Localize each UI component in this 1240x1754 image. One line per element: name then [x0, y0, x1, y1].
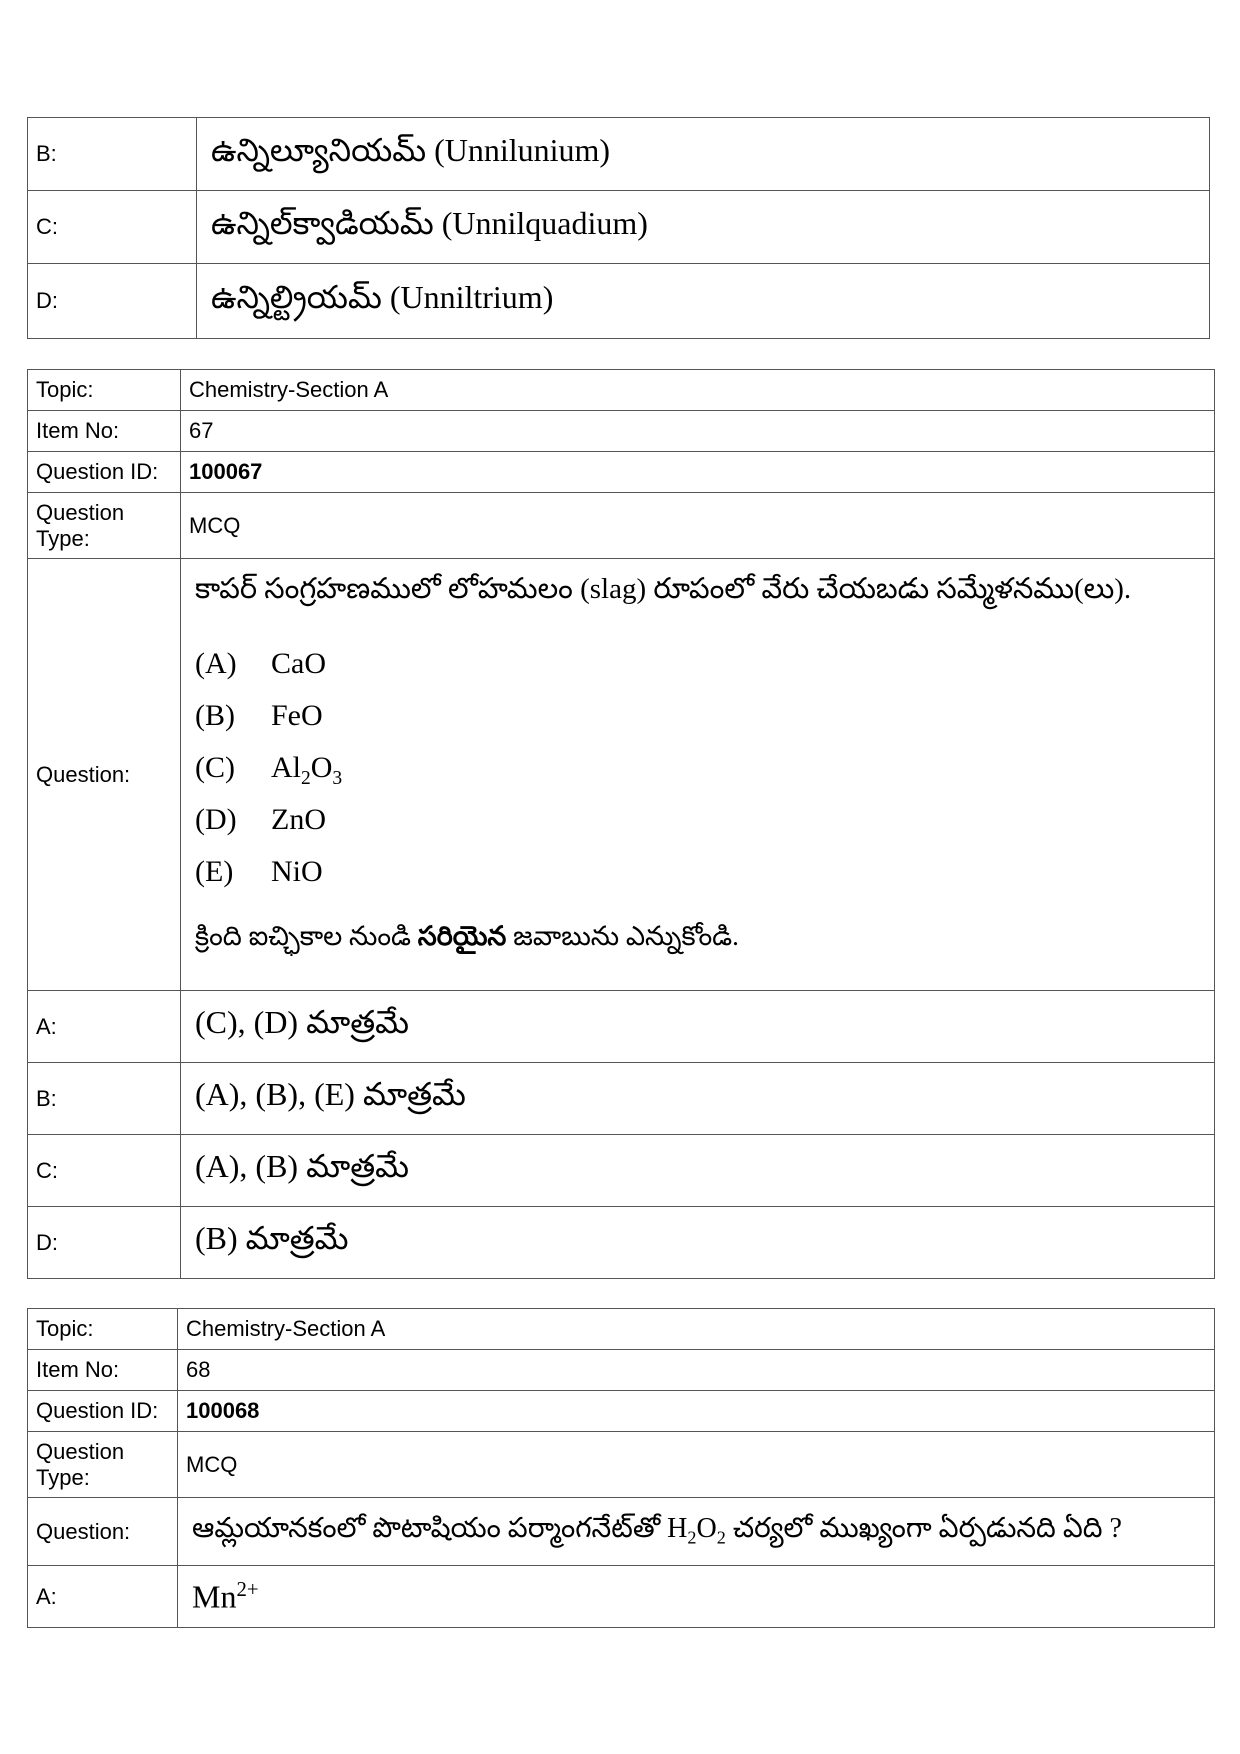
question-type-value: MCQ — [178, 1432, 1215, 1498]
list-item-label: (D) — [195, 803, 237, 836]
question-id-label: Question ID: — [28, 1391, 178, 1432]
topic-label: Topic: — [28, 370, 181, 411]
list-item-text: NiO — [271, 855, 323, 888]
option-row — [28, 991, 1215, 1063]
question-label: Question: — [28, 559, 181, 991]
question-type-label: Question Type: — [28, 493, 181, 559]
option-label: B: — [28, 1063, 181, 1135]
option-text: (B) మాత్రమే — [181, 1207, 1215, 1279]
option-label: D: — [28, 1207, 181, 1279]
list-item-label: (A) — [195, 647, 237, 680]
list-item — [195, 803, 1214, 855]
option-row — [28, 1135, 1215, 1207]
question-body — [181, 559, 1215, 991]
item-no-label: Item No: — [28, 1350, 178, 1391]
instruction-emphasis: సరియైన — [417, 921, 507, 951]
question-id-label: Question ID: — [28, 452, 181, 493]
option-label: D: — [28, 264, 197, 339]
list-item-label: (B) — [195, 699, 235, 732]
option-row — [28, 118, 1210, 191]
question-id-value: 100067 — [181, 452, 1215, 493]
instruction-text: క్రింది ఐచ్ఛికాల నుండి సరియైన జవాబును ఎన్నుకోండి. — [195, 921, 739, 951]
option-text: (C), (D) మాత్రమే — [181, 991, 1215, 1063]
option-row — [28, 1063, 1215, 1135]
list-item-label: (E) — [195, 855, 234, 888]
question-label: Question: — [28, 1498, 178, 1566]
list-item-text: ZnO — [271, 803, 326, 836]
question-68-table — [27, 1308, 1215, 1628]
list-item-formula: $Al_2O_3$ — [271, 751, 343, 789]
option-row — [28, 1207, 1215, 1279]
item-no-value: 68 — [178, 1350, 1215, 1391]
option-label: C: — [28, 191, 197, 264]
question-type-label: Question Type: — [28, 1432, 178, 1498]
list-item — [195, 855, 1214, 907]
option-text: (A), (B), (E) మాత్రమే — [181, 1063, 1215, 1135]
topic-value: Chemistry-Section A — [181, 370, 1215, 411]
option-text: ఉన్నిల్‌క్వాడియమ్ (Unnilquadium) — [197, 191, 1210, 264]
question-67-table — [27, 369, 1215, 1279]
option-label: A: — [28, 1566, 178, 1628]
question-type-value: MCQ — [181, 493, 1215, 559]
list-item-text: CaO — [271, 647, 326, 680]
option-row — [28, 1566, 1215, 1628]
question-text: ఆమ్లయానకంలో పొటాషియం పర్మాంగనేట్‌తో $H_2O_2$ చర్యలో ముఖ్యంగా ఏర్పడునది ఏది ? — [178, 1498, 1215, 1566]
item-no-label: Item No: — [28, 411, 181, 452]
list-item — [195, 647, 1214, 699]
question-id-value: 100068 — [178, 1391, 1215, 1432]
item-no-value: 67 — [181, 411, 1215, 452]
list-item-label: (C) — [195, 751, 235, 784]
option-text: (A), (B) మాత్రమే — [181, 1135, 1215, 1207]
previous-question-options — [27, 117, 1210, 339]
option-text: ఉన్నిల్ట్రియమ్ (Unniltrium) — [197, 264, 1210, 339]
option-label: A: — [28, 991, 181, 1063]
list-item — [195, 751, 1214, 803]
option-text: ఉన్నిల్యూనియమ్ (Unnilunium) — [197, 118, 1210, 191]
list-item-text: FeO — [271, 699, 323, 732]
list-item — [195, 699, 1214, 751]
option-text: $Mn^{2+}$ — [178, 1566, 1215, 1628]
option-row — [28, 264, 1210, 339]
topic-label: Topic: — [28, 1309, 178, 1350]
option-row — [28, 191, 1210, 264]
option-label: B: — [28, 118, 197, 191]
option-label: C: — [28, 1135, 181, 1207]
question-text: కాపర్ సంగ్రహణములో లోహమలం (slag) రూపంలో వేరు చేయబడు సమ్మేళనము(లు). — [195, 573, 1132, 605]
topic-value: Chemistry-Section A — [178, 1309, 1215, 1350]
